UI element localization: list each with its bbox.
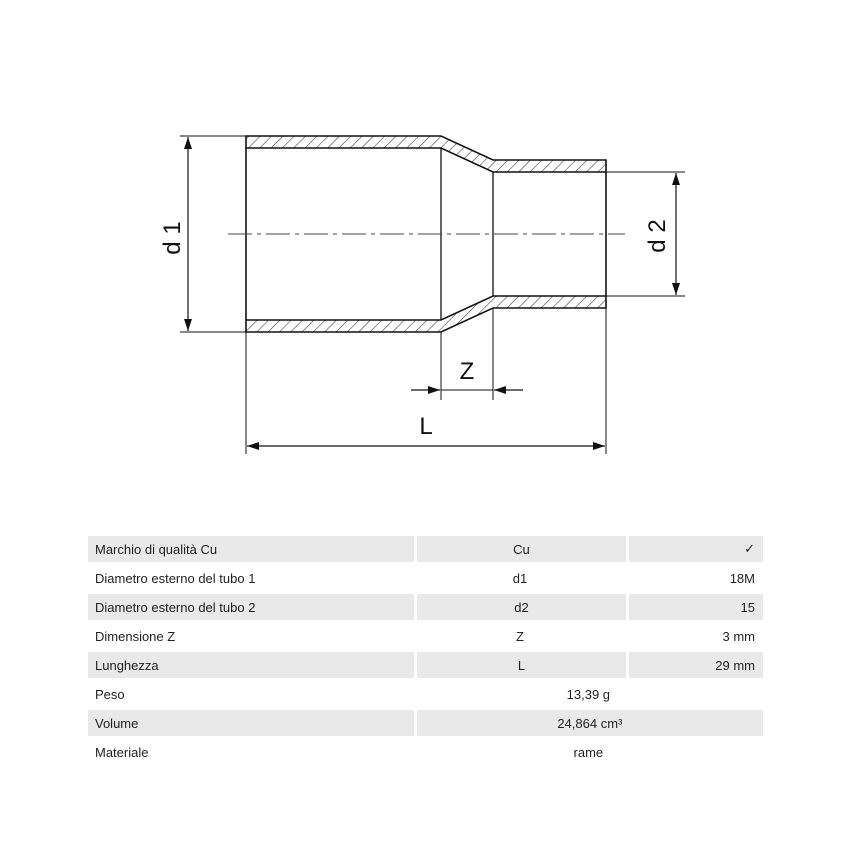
row-label: Diametro esterno del tubo 1 (95, 570, 256, 586)
row-label: Volume (88, 710, 414, 736)
row-label: Dimensione Z (95, 628, 176, 644)
row-value: 3 mm (722, 628, 755, 644)
table-row (88, 710, 763, 736)
row-symbol: d2 (414, 594, 627, 620)
row-symbol: L (414, 652, 627, 678)
table-row (88, 739, 763, 765)
table-row (88, 681, 763, 707)
d2-label: d 2 (644, 219, 671, 253)
row-label: Marchio di qualità Cu (88, 536, 414, 562)
table-row (88, 536, 763, 562)
row-label: Peso (95, 686, 125, 702)
d1-label: d 1 (159, 221, 186, 255)
l-label: L (419, 413, 433, 440)
row-label: Lunghezza (88, 652, 414, 678)
row-value: 18M (729, 570, 755, 586)
row-value: 15 (626, 594, 763, 620)
row-value: rame (573, 744, 604, 760)
row-symbol: Cu (414, 536, 627, 562)
row-value: 13,39 g (566, 686, 611, 702)
z-label: Z (459, 358, 475, 385)
table-row (88, 594, 763, 620)
row-label: Materiale (95, 744, 149, 760)
fitting-top-wall (246, 136, 606, 172)
row-value: 24,864 cm³ (414, 710, 763, 736)
table-row (88, 623, 763, 649)
fitting-bottom-wall (246, 296, 606, 332)
row-value: 29 mm (626, 652, 763, 678)
table-row (88, 565, 763, 591)
spec-table (88, 533, 763, 768)
row-symbol: Z (516, 628, 524, 644)
table-row (88, 652, 763, 678)
row-value: ✓ (626, 536, 763, 562)
row-symbol: d1 (512, 570, 528, 586)
row-label: Diametro esterno del tubo 2 (88, 594, 414, 620)
